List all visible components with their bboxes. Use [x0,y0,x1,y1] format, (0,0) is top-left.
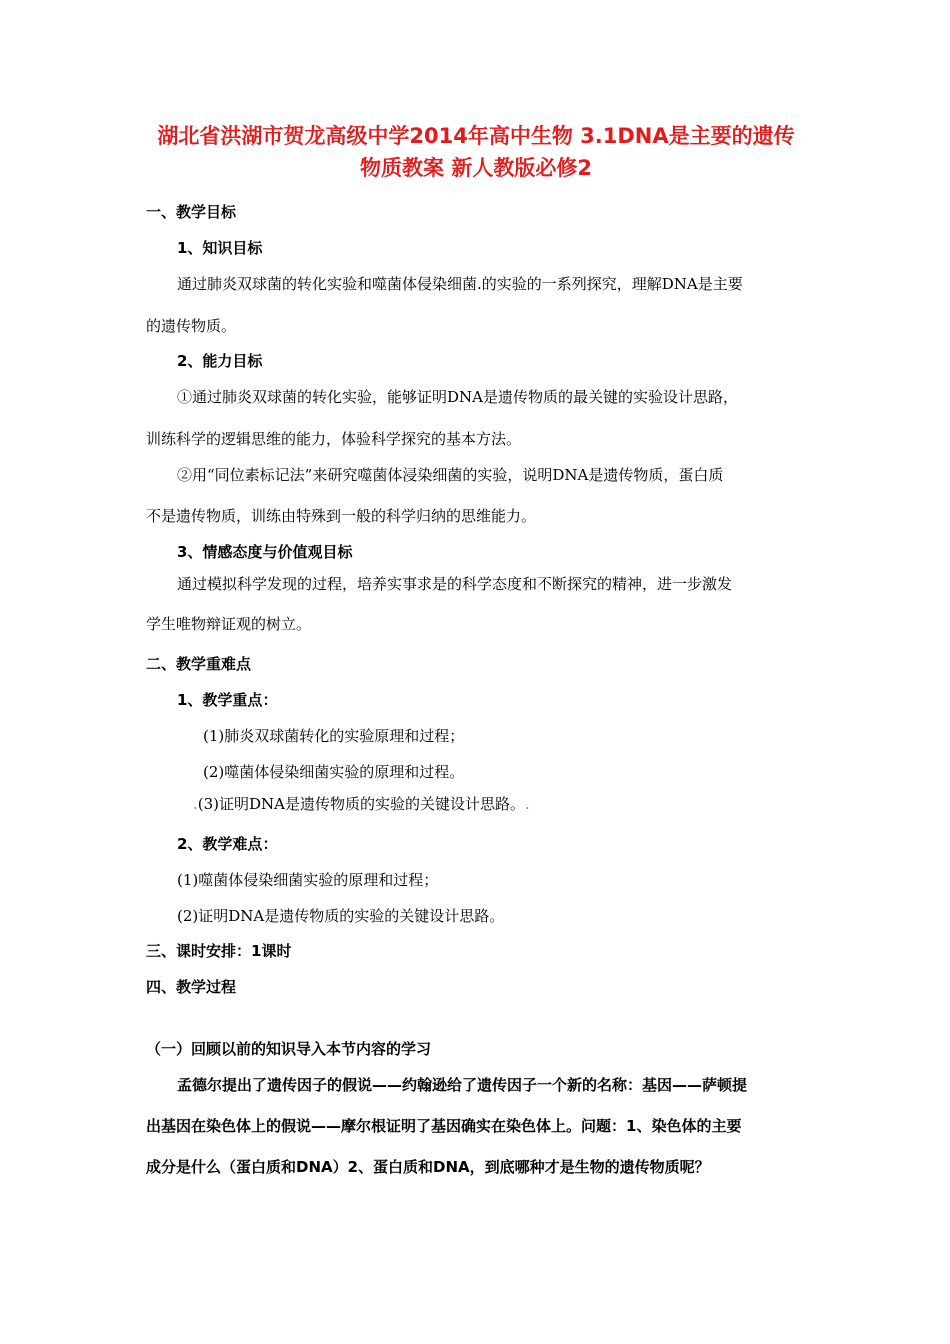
subheading-ability-objectives: 2、能力目标 [177,352,263,370]
list-item: (1)肺炎双球菌转化的实验原理和过程； [203,727,465,745]
list-item: (2)噬菌体侵染细菌实验的原理和过程。 [203,763,465,781]
document-title-line-2: 物质教案 新人教版必修2 [360,156,592,180]
paragraph-line: 不是遗传物质，训练由特殊到一般的科学归纳的思维能力。 [146,507,537,525]
list-item: (2)证明DNA是遗传物质的实验的关键设计思路。 [177,907,505,925]
paragraph-line: ②用“同位素标记法”来研究噬菌体浸染细菌的实验，说明DNA是遗传物质，蛋白质 [177,466,724,484]
paragraph-line: ①通过肺炎双球菌的转化实验，能够证明DNA是遗传物质的最关键的实验设计思路， [177,388,738,406]
paragraph-line: 学生唯物辩证观的树立。 [146,615,312,633]
section-heading-process: 四、教学过程 [146,978,237,996]
document-title-line-1: 湖北省洪湖市贺龙高级中学2014年高中生物 3.1DNA是主要的遗传 [157,124,795,148]
paragraph-line: 出基因在染色体上的假说——摩尔根证明了基因确实在染色体上。问题：1、染色体的主要 [146,1117,742,1135]
list-item-text: (3)证明DNA是遗传物质的实验的关键设计思路。 [197,795,526,813]
list-item [193,794,530,814]
subheading-key-points: 1、教学重点： [177,691,278,709]
subheading-attitude-objectives: 3、情感态度与价值观目标 [177,543,353,561]
subheading-difficult-points: 2、教学难点： [177,835,278,853]
paragraph-line: 训练科学的逻辑思维的能力，体验科学探究的基本方法。 [146,430,522,448]
stray-dot: . [193,795,198,813]
paragraph-line: 孟德尔提出了遗传因子的假说——约翰逊给了遗传因子一个新的名称：基因——萨顿提 [177,1076,748,1094]
section-heading-schedule: 三、课时安排：1课时 [146,942,292,960]
section-heading-objectives: 一、教学目标 [146,203,237,221]
subheading-knowledge-objectives: 1、知识目标 [177,239,263,257]
stray-dot: . [525,795,530,813]
list-item: (1)噬菌体侵染细菌实验的原理和过程； [177,871,439,889]
paragraph-line: 的遗传物质。 [146,317,237,335]
paragraph-line: 通过肺炎双球菌的转化实验和噬菌体侵染细菌.的实验的一系列探究，理解DNA是主要 [177,275,743,293]
subheading-review: （一）回顾以前的知识导入本节内容的学习 [146,1040,432,1058]
paragraph-line: 成分是什么（蛋白质和DNA）2、蛋白质和DNA，到底哪种才是生物的遗传物质呢？ [146,1158,710,1176]
section-heading-key-points: 二、教学重难点 [146,655,252,673]
paragraph-line: 通过模拟科学发现的过程，培养实事求是的科学态度和不断探究的精神，进一步激发 [177,575,733,593]
